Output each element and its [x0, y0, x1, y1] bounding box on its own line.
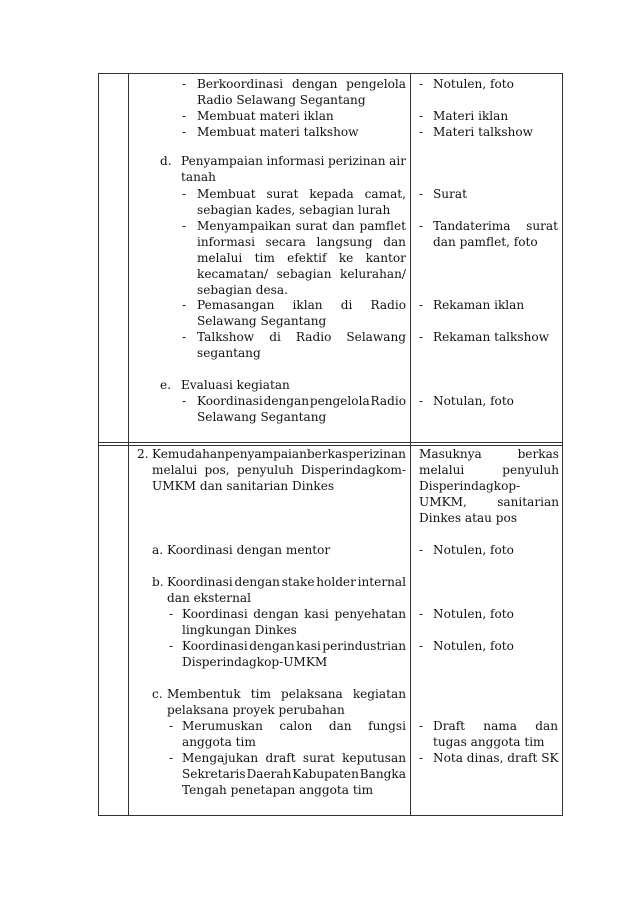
output-dash: -: [419, 607, 424, 621]
c-item-line: Mengajukan draft surat keputusan: [182, 751, 406, 765]
row-number: 2.: [137, 447, 149, 461]
bullet-dash: -: [182, 298, 187, 312]
section2-output-line: Disperindagkop-: [419, 478, 521, 493]
bullet-dash: -: [169, 607, 174, 621]
output-item-line: Notulan, foto: [433, 394, 514, 408]
b-item-line: lingkungan Dinkes: [182, 622, 297, 637]
c-item-line: anggota tim: [182, 734, 256, 749]
c-item-line: Membuat materi iklan: [197, 108, 334, 123]
output-dash: -: [419, 751, 424, 765]
c-output-line: Draft nama dan: [433, 719, 558, 733]
c-item-line: Merumuskan calon dan fungsi: [182, 719, 406, 733]
output-item-line: Rekaman talkshow: [433, 330, 550, 344]
table-border-bottom: [98, 815, 563, 816]
output-dash: -: [419, 109, 424, 123]
bullet-dash: -: [182, 124, 187, 139]
c-output-line: Nota dinas, draft SK: [433, 751, 559, 765]
output-dash: -: [419, 639, 424, 653]
d-item-line: Selawang Segantang: [197, 313, 327, 328]
bullet-dash: -: [182, 77, 187, 91]
d-item-line: Talkshow di Radio Selawang: [197, 330, 406, 344]
c-title-line: pelaksana proyek perubahan: [167, 702, 345, 717]
d-item-line: segantang: [197, 345, 261, 360]
a-output: Notulen, foto: [433, 543, 514, 557]
output-dash: -: [419, 298, 424, 312]
output-dash: -: [419, 187, 424, 201]
table-row-divider: [98, 442, 563, 443]
section2-title-line: melalui pos, penyuluh Disperindagkom-: [152, 462, 406, 477]
c-item-line: Radio Selawang Segantang: [197, 92, 366, 107]
item-marker-a: a.: [152, 543, 164, 557]
output-dash: -: [419, 543, 424, 557]
a-title: Koordinasi dengan mentor: [167, 543, 331, 557]
c-title-line: Membentuk tim pelaksana kegiatan: [167, 687, 406, 701]
output-dash: -: [419, 394, 424, 408]
output-dash: -: [419, 330, 424, 344]
item-marker-d: d.: [160, 154, 172, 168]
bullet-dash: -: [169, 639, 174, 653]
b-item-line: Koordinasi dengan kasi penyehatan: [182, 607, 406, 621]
output-item-line: Materi iklan: [433, 109, 509, 123]
d-item-line: Pemasangan iklan di Radio: [197, 298, 406, 312]
output-item-line: Tandaterima surat: [433, 219, 558, 233]
output-item-line: Materi talkshow: [433, 125, 533, 139]
output-item-line: Notulen, foto: [433, 77, 514, 91]
d-title-line: tanah: [181, 169, 216, 184]
c-item-line: Tengah penetapan anggota tim: [182, 782, 374, 797]
section2-title-line: Kemudahan penyampaian berkas perizinan: [152, 447, 406, 461]
output-dash: -: [419, 719, 424, 733]
d-item-line: informasi secara langsung dan: [197, 234, 406, 249]
section2-output-line: Masuknya berkas: [419, 447, 559, 461]
table-row-divider-double: [98, 445, 563, 446]
item-marker-c: c.: [152, 687, 163, 701]
bullet-dash: -: [169, 719, 174, 733]
table-border-top: [98, 73, 563, 74]
section2-output-line: UMKM, sanitarian: [419, 494, 559, 509]
output-item-line: Rekaman iklan: [433, 298, 525, 312]
d-title-line: Penyampaian informasi perizinan air: [181, 154, 406, 168]
bullet-dash: -: [169, 751, 174, 765]
item-marker-e: e.: [160, 378, 172, 392]
section2-output-line: Dinkes atau pos: [419, 510, 518, 525]
d-item-line: sebagian desa.: [197, 282, 288, 297]
bullet-dash: -: [182, 393, 187, 408]
d-item-line: kecamatan/ sebagian kelurahan/: [197, 266, 406, 281]
d-item-line: sebagian kades, sebagian lurah: [197, 202, 391, 217]
output-item-line: dan pamflet, foto: [433, 234, 538, 249]
output-dash: -: [419, 77, 424, 91]
bullet-dash: -: [182, 108, 187, 123]
b-item-line: Disperindagkop-UMKM: [182, 654, 328, 669]
b-output: Notulen, foto: [433, 607, 514, 621]
d-item-line: Menyampaikan surat dan pamflet: [197, 219, 406, 233]
bullet-dash: -: [182, 219, 187, 233]
section2-title-line: UMKM dan sanitarian Dinkes: [152, 478, 335, 493]
output-dash: -: [419, 125, 424, 139]
b-title-line: Koordinasi dengan stake holder internal: [167, 575, 406, 589]
d-item-line: melalui tim efektif ke kantor: [197, 250, 406, 265]
item-marker-b: b.: [152, 575, 164, 589]
b-output: Notulen, foto: [433, 639, 514, 653]
c-output-line: tugas anggota tim: [433, 734, 545, 749]
output-dash: -: [419, 219, 424, 233]
c-item-line: Berkoordinasi dengan pengelola: [197, 77, 406, 91]
c-item-line: Membuat materi talkshow: [197, 124, 359, 139]
output-item-line: Surat: [433, 187, 467, 201]
b-item-line: Koordinasi dengan kasi perindustrian: [182, 639, 406, 653]
c-item-line: Sekretaris Daerah Kabupaten Bangka: [182, 766, 406, 781]
e-title: Evaluasi kegiatan: [181, 378, 290, 392]
d-item-line: Membuat surat kepada camat,: [197, 187, 406, 201]
section2-output-line: melalui penyuluh: [419, 462, 559, 477]
bullet-dash: -: [182, 330, 187, 344]
b-title-line: dan eksternal: [167, 590, 251, 605]
e-item-line: Selawang Segantang: [197, 409, 327, 424]
e-item-line: Koordinasi dengan pengelola Radio: [197, 393, 406, 408]
bullet-dash: -: [182, 187, 187, 201]
